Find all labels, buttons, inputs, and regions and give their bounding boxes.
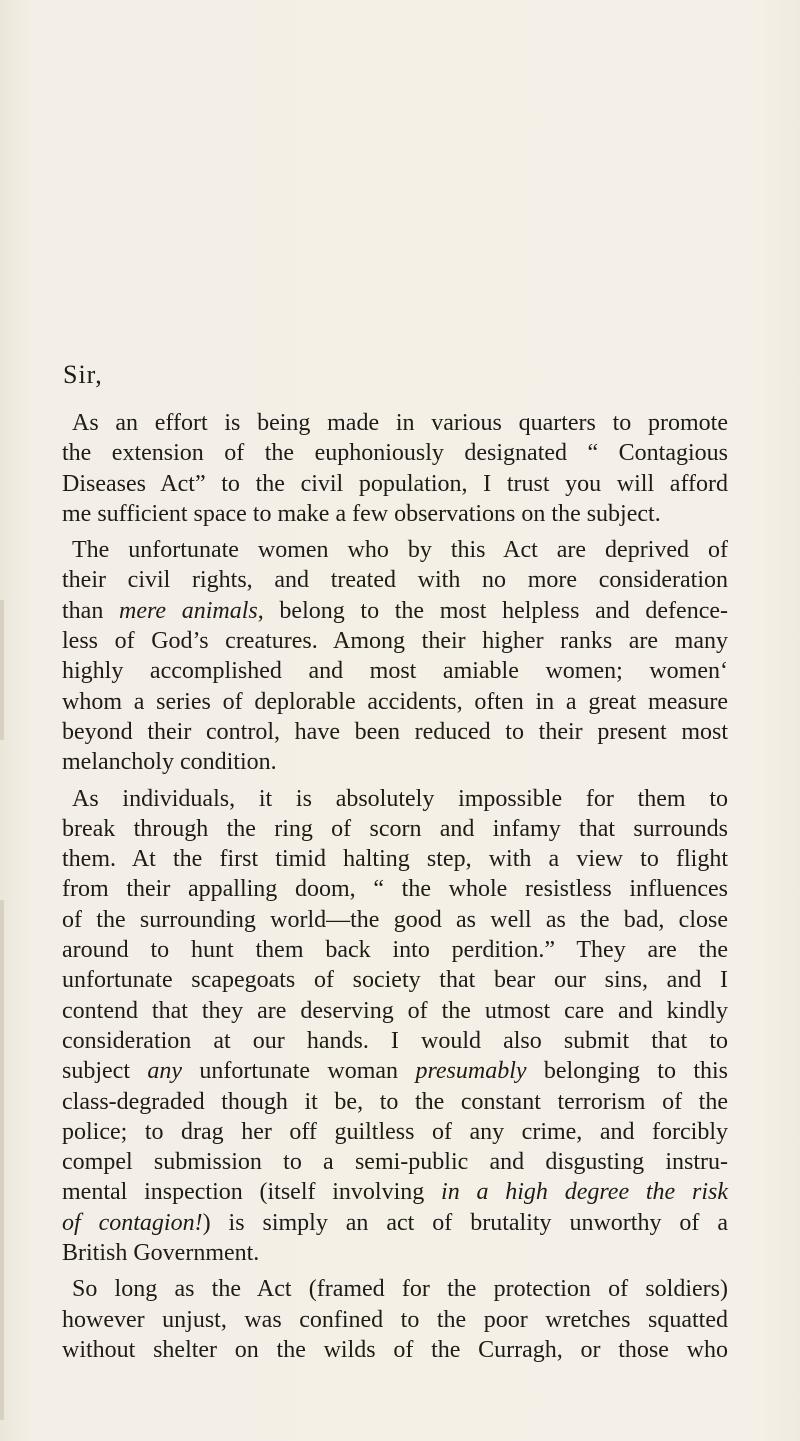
text-line: The unfortunate women who by this Act are deprived of xyxy=(72,537,728,564)
page-edge-shadow xyxy=(0,900,4,1420)
text-line: whom a series of deplorable accidents, often in a great measure xyxy=(62,688,728,715)
text-line: their civil rights, and treated with no more consideration xyxy=(62,567,728,594)
text-line: police; to drag her off guiltless of any crime, and forcibly xyxy=(62,1118,728,1145)
text-line: break through the ring of scorn and infamy that surrounds xyxy=(62,815,728,842)
text-line: of the surrounding world—the good as well as the bad, close xyxy=(62,906,728,933)
paragraph-2 xyxy=(62,535,728,777)
text-line: Diseases Act” to the civil population, I trust you will afford xyxy=(62,470,728,497)
text-line: As individuals, it is absolutely impossible for them to xyxy=(72,785,728,812)
text-line: them. At the first timid halting step, with a view to flight xyxy=(62,846,728,873)
paragraph-1 xyxy=(62,408,728,529)
page-edge-shadow xyxy=(0,600,4,740)
text-line: melancholy condition. xyxy=(62,749,277,776)
text-line: around to hunt them back into perdition.” They are the xyxy=(62,937,728,964)
text-line: compel submission to a semi-public and disgusting instru- xyxy=(62,1149,728,1176)
paragraph-4 xyxy=(62,1274,728,1365)
text-line: class-degraded though it be, to the constant terrorism of the xyxy=(62,1088,728,1115)
text-line: of contagion!) is simply an act of brutality unworthy of a xyxy=(62,1209,728,1236)
text-line: the extension of the euphoniously designated “ Contagious xyxy=(62,440,728,467)
paragraph-3 xyxy=(62,784,728,1269)
text-line: contend that they are deserving of the utmost care and kindly xyxy=(62,997,728,1024)
text-line: however unjust, was confined to the poor wretches squatted xyxy=(62,1306,728,1333)
text-line: without shelter on the wilds of the Curragh, or those who xyxy=(62,1336,728,1363)
text-line: unfortunate scapegoats of society that bear our sins, and I xyxy=(62,967,728,994)
text-line: As an effort is being made in various quarters to promote xyxy=(72,410,728,436)
text-line: me sufficient space to make a few observations on the subject. xyxy=(62,500,661,527)
text-line: So long as the Act (framed for the protection of soldiers) xyxy=(72,1276,728,1303)
text-line: from their appalling doom, “ the whole resistless influences xyxy=(62,876,728,903)
text-line: beyond their control, have been reduced to their present most xyxy=(62,718,728,745)
salutation: Sir, xyxy=(63,360,103,389)
text-line: British Government. xyxy=(62,1240,260,1267)
text-line: consideration at our hands. I would also submit that to xyxy=(62,1027,728,1054)
text-line: than mere animals, belong to the most helpless and defence- xyxy=(62,597,728,624)
text-line: subject any unfortunate woman presumably belonging to this xyxy=(62,1058,728,1085)
text-line: highly accomplished and most amiable women; women‘ xyxy=(62,658,728,685)
letter-body xyxy=(62,408,728,1371)
text-line: less of God’s creatures. Among their higher ranks are many xyxy=(62,628,728,655)
text-line: mental inspection (itself involving in a high degree the risk xyxy=(62,1179,728,1206)
